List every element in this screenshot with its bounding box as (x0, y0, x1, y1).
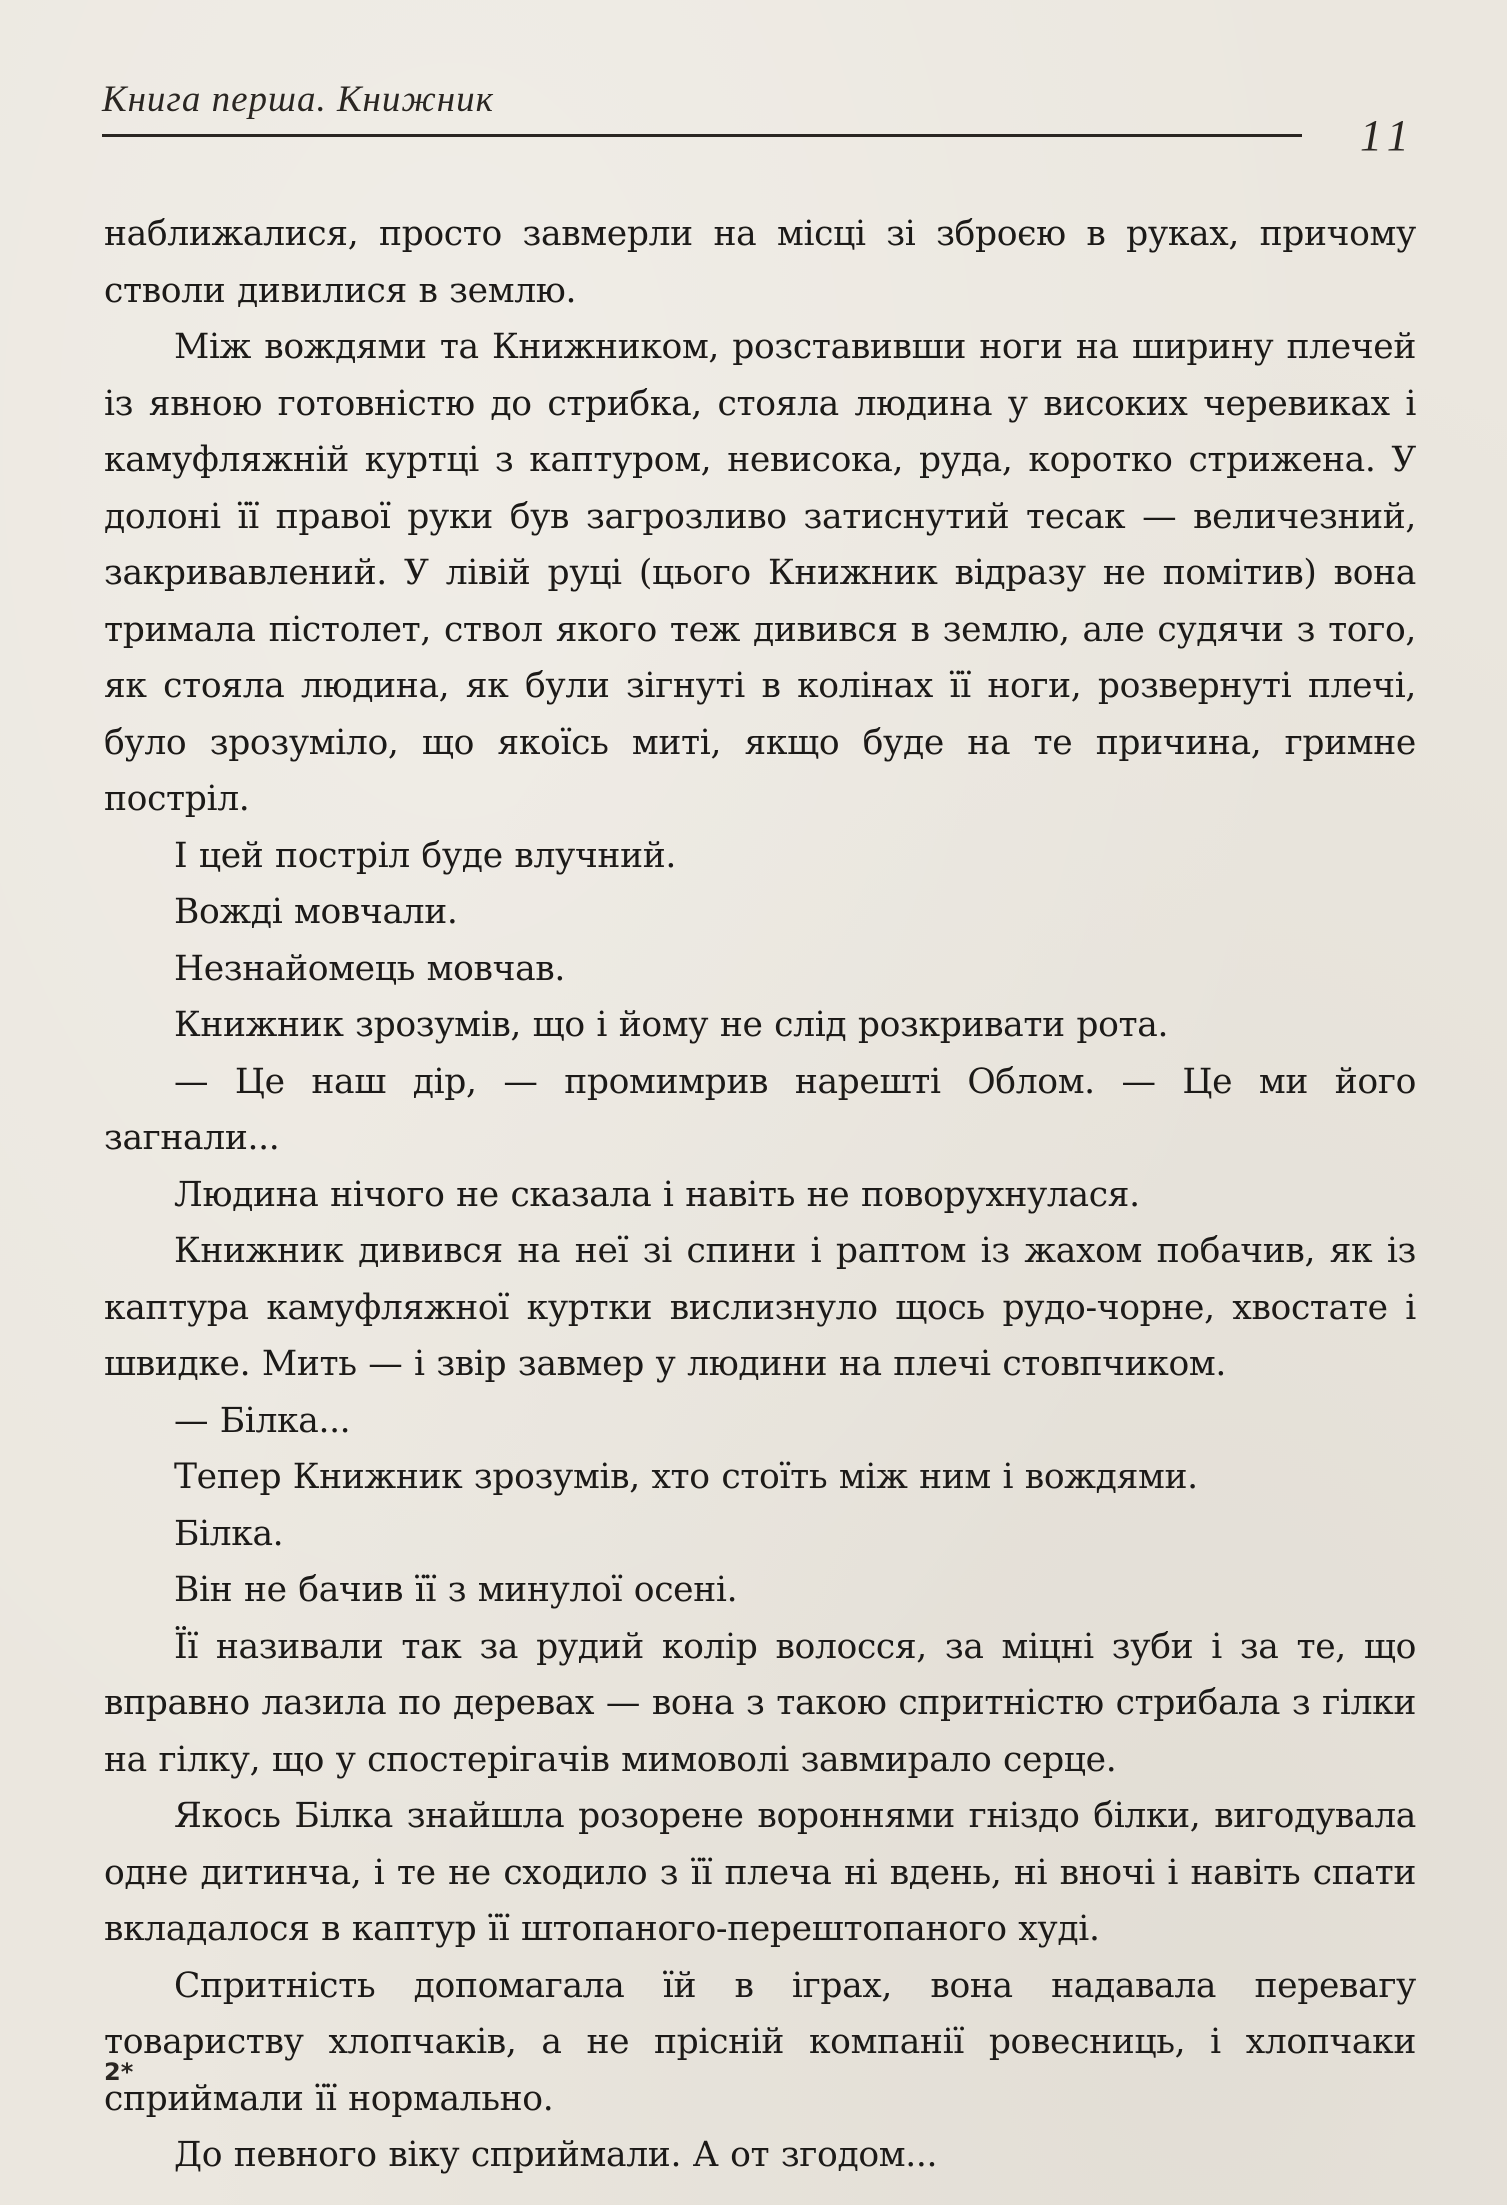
signature-mark: 2* (104, 2058, 134, 2086)
dialogue-paragraph: — Білка... (174, 1400, 351, 1441)
body-text (104, 206, 1416, 2184)
paragraph: Незнайомець мовчав. (174, 948, 565, 989)
paragraph: Спритність допомагала їй в іграх, вона надавала перевагу товариству хлопчаків, а не прісній компанії ровесниць, і хлопчаки сприймали її нормально. (104, 1965, 1416, 2119)
paragraph: Людина нічого не сказала і навіть не поворухнулася. (174, 1174, 1140, 1215)
dialogue-paragraph: — Це наш дір, — промимрив нарешті Облом. — Це ми його загнали... (104, 1061, 1416, 1158)
paragraph: Він не бачив її з минулої осені. (174, 1570, 738, 1610)
paragraph: І цей постріл буде влучний. (174, 835, 676, 876)
paragraph: До певного віку сприймали. А от згодом... (174, 2135, 938, 2175)
header-rule (102, 134, 1302, 137)
paragraph: Якось Білка знайшла розорене вороннями гніздо білки, вигодувала одне дитинча, і те не сходило з її плеча ні вдень, ні вночі і навіть спати вкладалося в каптур її штопаного-перештопаного худі. (104, 1796, 1416, 1949)
paragraph: Тепер Книжник зрозумів, хто стоїть між ним і вождями. (174, 1457, 1198, 1497)
paragraph: Книжник дивився на неї зі спини і раптом із жахом побачив, як із каптура камуфляжної куртки вислизнуло щось рудо-чорне, хвостате і швидке. Мить — і звір завмер у людини на плечі стовпчиком. (104, 1231, 1416, 1384)
paragraph-continued: наближалися, просто завмерли на місці зі зброєю в руках, причому стволи дивилися в землю. (104, 214, 1416, 311)
running-head-title: Книга перша. Книжник (102, 79, 494, 120)
paragraph: Білка. (174, 1513, 284, 1554)
paragraph: Вожді мовчали. (174, 892, 458, 932)
paragraph: Її називали так за рудий колір волосся, за міцні зуби і за те, що вправно лазила по деревах — вона з такою спритністю стрибала з гілки на гілку, що у спостерігачів мимоволі завмирало серце. (104, 1626, 1416, 1780)
page-number: 11 (1360, 111, 1417, 160)
paragraph: Книжник зрозумів, що і йому не слід розкривати рота. (174, 1005, 1169, 1045)
paragraph: Між вождями та Книжником, розставивши ноги на ширину плечей із явною готовністю до стрибка, стояла людина у високих черевиках і камуфляжній куртці з каптуром, невисока, руда, коротко стрижена. У долоні її правої руки був загрозливо затиснутий тесак — величезний, закривавлений. У лівій руці (цього Книжник відразу не помітив) вона тримала пістолет, ствол якого теж дивився в землю, але судячи з того, як стояла людина, як були зігнуті в колінах її ноги, розвернуті плечі, було зрозуміло, що якоїсь миті, якщо буде на те причина, гримне постріл. (104, 327, 1416, 819)
